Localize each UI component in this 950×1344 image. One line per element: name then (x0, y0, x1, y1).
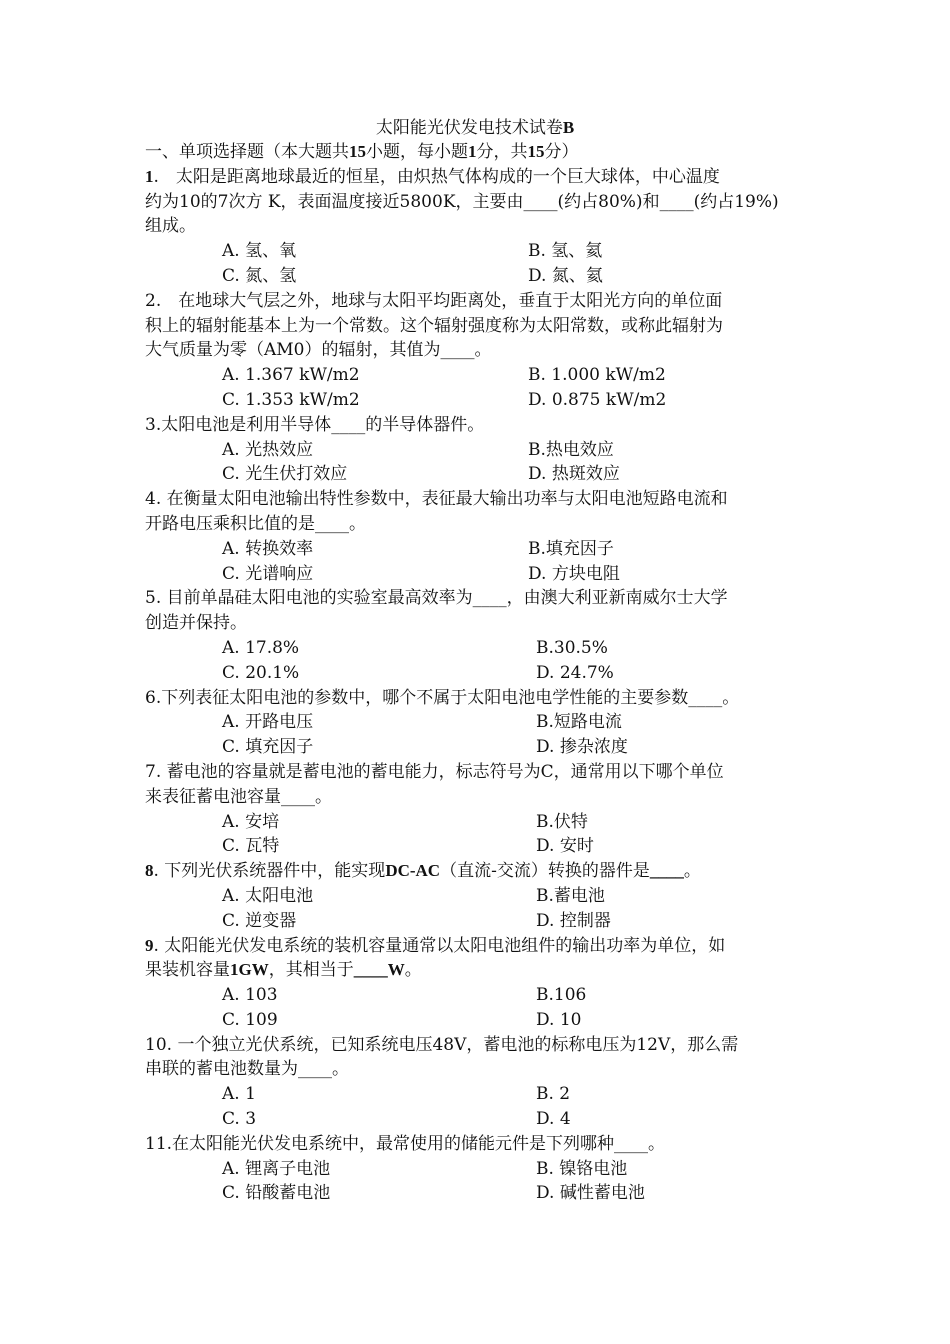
question-line: 积上的辐射能基本上为一个常数。这个辐射强度称为太阳常数，或称此辐射为 (145, 315, 723, 336)
question-text (145, 958, 810, 983)
option-b: B. 2 (536, 1084, 571, 1105)
question-line: 来表征蓄电池容量____。 (145, 786, 332, 807)
question-line: 5. 目前单晶硅太阳电池的实验室最高效率为____，由澳大利亚新南威尔士大学 (145, 588, 728, 609)
option-c: C. 光生伏打效应 (222, 464, 348, 485)
question-term: 1GW (230, 960, 269, 980)
question-text (145, 859, 810, 884)
option-a: A. 17.8% (222, 637, 300, 658)
option-row (145, 983, 810, 1008)
question-5 (145, 586, 810, 685)
question-line: . 太阳是距离地球最近的恒星，由炽热气体构成的一个巨大球体，中心温度 (153, 166, 720, 187)
option-c: C. 20.1% (222, 662, 300, 683)
option-row (145, 438, 810, 463)
question-line: 创造并保持。 (145, 613, 247, 634)
option-c: C. 1.353 kW/m2 (222, 389, 360, 410)
option-d: D. 碱性蓄电池 (536, 1183, 645, 1204)
option-row (145, 239, 810, 264)
section-heading (145, 140, 810, 165)
question-line: 7. 蓄电池的容量就是蓄电池的蓄电能力，标志符号为C，通常用以下哪个单位 (145, 761, 724, 782)
option-c: C. 109 (222, 1009, 278, 1030)
option-row (145, 1157, 810, 1182)
question-4 (145, 487, 810, 586)
question-line: 果装机容量 (145, 960, 230, 981)
option-a: A. 开路电压 (222, 712, 314, 733)
question-number: 8 (145, 861, 154, 881)
title-text: 太阳能光伏发电技术试卷 (375, 118, 563, 138)
question-6 (145, 686, 810, 760)
question-7 (145, 760, 810, 859)
option-c: C. 瓦特 (222, 836, 280, 857)
question-8 (145, 859, 810, 933)
question-3 (145, 413, 810, 487)
option-b: B.热电效应 (528, 439, 614, 460)
section-count: 15 (349, 142, 366, 161)
question-line: （直流-交流）转换的器件是 (440, 861, 650, 882)
option-row (145, 810, 810, 835)
question-1 (145, 165, 810, 289)
question-line: 开路电压乘积比值的是____。 (145, 513, 366, 534)
option-d: D. 10 (536, 1009, 582, 1030)
option-d: D. 控制器 (536, 910, 611, 931)
option-b: B. 镍铬电池 (536, 1158, 628, 1179)
option-c: C. 铅酸蓄电池 (222, 1183, 331, 1204)
question-line: 4. 在衡量太阳电池输出特性参数中，表征最大输出功率与太阳电池短路电流和 (145, 489, 728, 510)
option-c: C. 逆变器 (222, 910, 297, 931)
section-text: 小题，每小题 (366, 142, 468, 162)
option-d: D. 24.7% (536, 662, 614, 683)
question-line: ，其相当于 (268, 960, 354, 981)
option-c: C. 填充因子 (222, 737, 314, 758)
question-10 (145, 1033, 810, 1132)
question-9 (145, 934, 810, 1033)
question-text (145, 934, 810, 959)
question-line: 6.下列表征太阳电池的参数中，哪个不属于太阳电池电学性能的主要参数____。 (145, 687, 740, 708)
option-b: B.短路电流 (536, 712, 622, 733)
option-b: B.30.5% (536, 637, 608, 658)
option-a: A. 氢、氧 (222, 241, 297, 262)
option-row (145, 1181, 810, 1206)
option-a: A. 太阳电池 (222, 885, 314, 906)
question-line: . 下列光伏系统器件中，能实现 (153, 861, 386, 882)
option-a: A. 103 (222, 985, 278, 1006)
option-row (145, 537, 810, 562)
section-score-each: 1 (468, 142, 477, 161)
question-line: 约为10的7次方 K，表面温度接近5800K，主要由____(约占80%)和____(约占19%) (145, 191, 779, 212)
section-text: 分） (544, 142, 579, 162)
option-b: B. 氢、氦 (528, 241, 603, 262)
section-text: 分，共 (476, 142, 528, 162)
option-b: B. 1.000 kW/m2 (528, 365, 666, 386)
question-2 (145, 289, 810, 413)
option-b: B.填充因子 (528, 538, 614, 559)
option-b: B.106 (536, 985, 587, 1006)
option-row (145, 909, 810, 934)
exam-content (145, 140, 810, 1206)
option-row (145, 363, 810, 388)
question-line: 串联的蓄电池数量为____。 (145, 1059, 349, 1080)
option-row (145, 884, 810, 909)
question-number: 9 (145, 935, 154, 955)
question-line: 。 (404, 960, 422, 981)
option-a: A. 1.367 kW/m2 (222, 365, 360, 386)
option-d: D. 方块电阻 (528, 563, 620, 584)
question-line: 10. 一个独立光伏系统，已知系统电压48V，蓄电池的标称电压为12V，那么需 (145, 1034, 739, 1055)
question-line: 2. 在地球大气层之外，地球与太阳平均距离处，垂直于太阳光方向的单位面 (145, 290, 723, 311)
question-line: 。 (683, 861, 701, 882)
option-row (145, 710, 810, 735)
question-line: 3.太阳电池是利用半导体____的半导体器件。 (145, 414, 485, 435)
option-row (145, 735, 810, 760)
option-row (145, 661, 810, 686)
question-line: . 太阳能光伏发电系统的装机容量通常以太阳电池组件的输出功率为单位，如 (153, 935, 726, 956)
question-number: 1 (145, 166, 154, 186)
question-11 (145, 1132, 810, 1206)
option-row (145, 1082, 810, 1107)
question-line: 11.在太阳能光伏发电系统中，最常使用的储能元件是下列哪种____。 (145, 1133, 666, 1154)
question-line: 大气质量为零（AM0）的辐射，其值为____。 (145, 340, 492, 361)
option-b: B.蓄电池 (536, 885, 605, 906)
option-a: A. 光热效应 (222, 439, 314, 460)
option-d: D. 安时 (536, 836, 594, 857)
question-line: 组成。 (145, 216, 196, 237)
question-term: DC-AC (385, 861, 441, 881)
option-a: A. 转换效率 (222, 538, 314, 559)
option-row (145, 1008, 810, 1033)
answer-blank: ____W (353, 960, 405, 980)
option-row (145, 562, 810, 587)
option-c: C. 氮、氢 (222, 265, 297, 286)
option-c: C. 光谱响应 (222, 563, 314, 584)
option-a: A. 安培 (222, 811, 280, 832)
option-d: D. 氮、氦 (528, 265, 603, 286)
option-row (145, 462, 810, 487)
section-text: 一、单项选择题（本大题共 (145, 142, 349, 162)
option-row (145, 636, 810, 661)
section-score-total: 15 (527, 142, 545, 161)
question-text (145, 165, 810, 190)
option-row (145, 834, 810, 859)
option-a: A. 1 (222, 1084, 256, 1105)
title-suffix: B (562, 118, 575, 137)
option-row (145, 264, 810, 289)
option-c: C. 3 (222, 1109, 257, 1130)
option-row (145, 1107, 810, 1132)
option-row (145, 388, 810, 413)
option-d: D. 热斑效应 (528, 464, 620, 485)
page-title (0, 116, 950, 141)
answer-blank: ____ (649, 861, 684, 881)
option-d: D. 4 (536, 1109, 571, 1130)
option-d: D. 掺杂浓度 (536, 737, 628, 758)
option-b: B.伏特 (536, 811, 588, 832)
option-a: A. 锂离子电池 (222, 1158, 331, 1179)
option-d: D. 0.875 kW/m2 (528, 389, 667, 410)
